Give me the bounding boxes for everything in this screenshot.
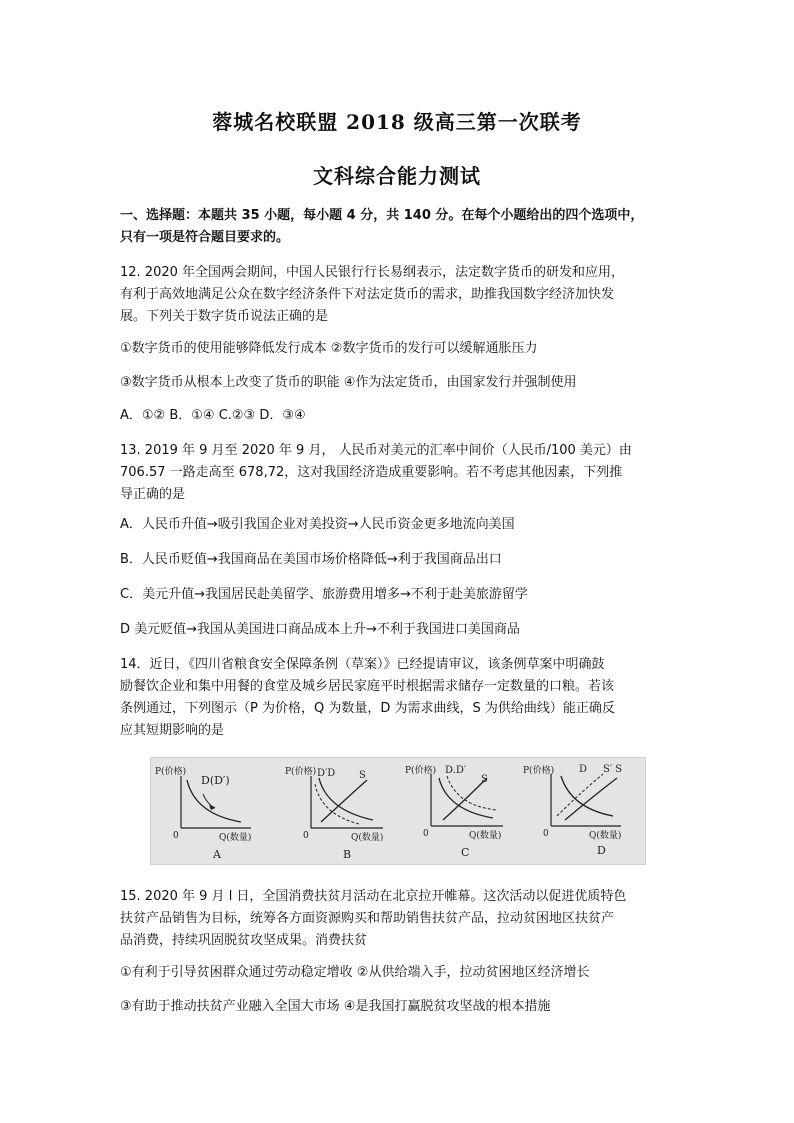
graph-d bbox=[523, 764, 622, 857]
graph-d-curve-label: D bbox=[579, 764, 588, 775]
graph-b-supply-label: S bbox=[359, 770, 366, 781]
q14-stem-line-1: 14．近日，《四川省粮食安全保障条例（草案）》已经提请审议，该条例草案中明确鼓 bbox=[120, 657, 605, 672]
graph-b-curve-label: D′D bbox=[317, 768, 336, 779]
q13-stem-line-2: 706.57 一路走高至 678,72，这对我国经济造成重要影响。若不考虑其他因素，下列推 bbox=[120, 465, 623, 480]
graph-b-origin: 0 bbox=[303, 831, 309, 841]
q12-item-line-2: ③数字货币从根本上改变了货币的职能 ④作为法定货币，由国家发行并强制使用 bbox=[120, 375, 577, 390]
graph-b-xlabel: Q(数量) bbox=[351, 833, 384, 843]
graph-c-ylabel: P(价格) bbox=[405, 766, 437, 776]
graph-c-origin: 0 bbox=[423, 829, 429, 839]
q15-item-line-1: ①有利于引导贫困群众通过劳动稳定增收 ②从供给端入手，拉动贫困地区经济增长 bbox=[120, 965, 590, 980]
exam-title: 蓉城名校联盟 2018 级高三第一次联考 bbox=[212, 110, 582, 134]
graph-d-xlabel: Q(数量) bbox=[589, 831, 622, 841]
graph-d-ylabel: P(价格) bbox=[523, 766, 555, 776]
q12-item-line-1: ①数字货币的使用能够降低发行成本 ②数字货币的发行可以缓解通胀压力 bbox=[120, 341, 538, 356]
q12-options: A．①② B．①④ C.②③ D．③④ bbox=[120, 408, 306, 423]
q14-stem-line-3: 条例通过，下列图示（P 为价格，Q 为数量，D 为需求曲线，S 为供给曲线）能正确反 bbox=[120, 701, 615, 716]
graph-c-curve-label: D.D′ bbox=[445, 765, 467, 776]
graph-c-supply-label: S bbox=[481, 774, 488, 785]
graph-c-letter: C bbox=[461, 846, 470, 859]
graph-c bbox=[405, 764, 503, 859]
q13-option-c: C．美元升值→我国居民赴美留学、旅游费用增多→不利于赴美旅游留学 bbox=[120, 587, 528, 602]
graph-c-xlabel: Q(数量) bbox=[469, 831, 502, 841]
instructions-line-2: 只有一项是符合题目要求的。 bbox=[120, 230, 290, 245]
graph-d-supply-label: S′ S bbox=[603, 764, 623, 775]
graph-b-letter: B bbox=[343, 848, 352, 861]
instructions-line-1: 一、选择题：本题共 35 小题，每小题 4 分，共 140 分。在每个小题给出的四个选项中， bbox=[120, 208, 644, 223]
graph-a-letter: A bbox=[213, 848, 221, 861]
q15-stem-line-3: 品消费，持续巩固脱贫攻坚成果。消费扶贫 bbox=[120, 933, 368, 948]
graph-b-supply-curve bbox=[321, 780, 367, 822]
graph-a-ylabel: P(价格) bbox=[155, 767, 187, 777]
q13-option-a: A．人民币升值→吸引我国企业对美投资→人民币资金更多地流向美国 bbox=[120, 517, 515, 532]
q15-stem-line-2: 扶贫产品销售为目标，统筹各方面资源购买和帮助销售扶贫产品，拉动贫困地区扶贫产 bbox=[120, 911, 615, 926]
graph-a-xlabel: Q(数量) bbox=[219, 833, 252, 843]
q12-stem-line-3: 展。下列关于数字货币说法正确的是 bbox=[120, 309, 329, 324]
q13-stem-line-1: 13. 2019 年 9 月至 2020 年 9 月， 人民币对美元的汇率中间价（人民币/100 美元）由 bbox=[120, 443, 632, 458]
graph-d-origin: 0 bbox=[543, 829, 549, 839]
q13-option-b: B．人民币贬值→我国商品在美国市场价格降低→利于我国商品出口 bbox=[120, 552, 502, 567]
graph-b-ylabel: P(价格) bbox=[285, 767, 317, 777]
graph-a-curve-label: D(D′) bbox=[201, 774, 230, 787]
q14-stem-line-4: 应其短期影响的是 bbox=[120, 723, 225, 738]
graph-b bbox=[285, 765, 383, 861]
q13-stem-line-3: 导正确的是 bbox=[120, 487, 186, 502]
q12-stem-line-2: 有利于高效地满足公众在数字经济条件下对法定货币的需求，助推我国数字经济加快发 bbox=[120, 287, 615, 302]
graph-a-origin: 0 bbox=[173, 831, 179, 841]
q15-item-line-2: ③有助于推动扶贫产业融入全国大市场 ④是我国打赢脱贫攻坚战的根本措施 bbox=[120, 999, 551, 1014]
graph-d-letter: D bbox=[597, 844, 606, 857]
exam-subtitle: 文科综合能力测试 bbox=[313, 164, 481, 188]
graph-a-shift-arrow bbox=[203, 794, 215, 808]
q14-stem-line-2: 励餐饮企业和集中用餐的食堂及城乡居民家庭平时根据需求储存一定数量的口粮。若该 bbox=[120, 679, 615, 694]
graph-b-new-demand-curve bbox=[315, 784, 359, 824]
supply-demand-figure bbox=[150, 757, 646, 865]
q12-stem-line-1: 12. 2020 年全国两会期间，中国人民银行行长易纲表示，法定数字货币的研发和应用， bbox=[120, 265, 625, 280]
supply-demand-graphs bbox=[151, 758, 645, 864]
q15-stem-line-1: 15. 2020 年 9 月 l 日，全国消费扶贫月活动在北京拉开帷幕。这次活动以促进优质特色 bbox=[120, 889, 627, 904]
graph-a bbox=[155, 765, 251, 861]
q13-option-d: D 美元贬值→我国从美国进口商品成本上升→不利于我国进口美国商品 bbox=[120, 622, 520, 637]
graph-d-demand-curve bbox=[561, 776, 613, 816]
